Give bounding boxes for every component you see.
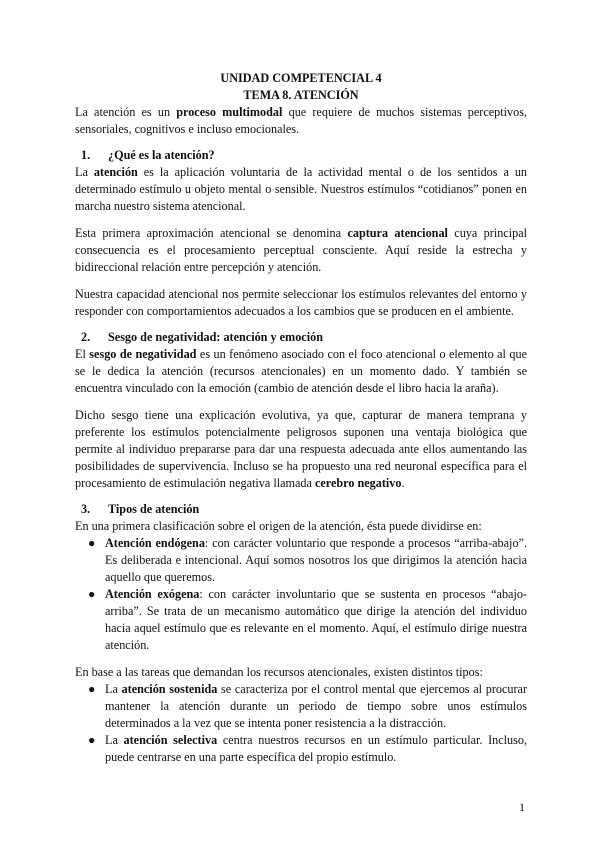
section-1-paragraph-1: La atención es la aplicación voluntaria de la actividad mental o de los sentidos a un determinado estímulo u objeto mental o sensible. Nuestros estímulos “cotidianos” ponen en marcha nuestro sistema atencional. bbox=[75, 165, 528, 213]
list-item: ● La atención sostenida se caracteriza por el control mental que ejercemos al procurar mantener la atención durante un periodo de tiempo sobre unos estímulos determinados a la vez que se intenta poner resistencia a la distracción. bbox=[88, 682, 528, 730]
list-item: ● La atención selectiva centra nuestros recursos en un estímulo particular. Incluso, puede centrarse en una parte específica del propio estímulo. bbox=[88, 733, 528, 764]
section-3-number: 3. bbox=[81, 502, 91, 516]
section-2-paragraph-2: Dicho sesgo tiene una explicación evolutiva, ya que, capturar de manera temprana y preferente los estímulos potencialmente peligrosos suponen una ventaja biológica que permite al individuo prepararse para dar una respuesta adecuada ante ellos aumentando las posibilidades de supervivencia. Incluso se ha propuesto una red neuronal específica para el procesamiento de estimulación negativa llamada cerebro negativo. bbox=[75, 408, 527, 490]
section-2-paragraph-1: El sesgo de negatividad es un fenómeno asociado con el foco atencional o elemento al que se le dedica la atención (recursos atencionales) en un momento dado. Y también se encuentra vinculado con la emoción (cambio de atención desde el libro hacia la araña). bbox=[75, 347, 527, 395]
section-1-title: ¿Qué es la atención? bbox=[108, 148, 215, 162]
section-3-intro-2: En base a las tareas que demandan los recursos atencionales, existen distintos tipos: bbox=[75, 665, 483, 679]
bullet-icon: ● bbox=[88, 733, 96, 747]
topic-title: TEMA 8. ATENCIÓN bbox=[243, 88, 359, 102]
task-types-list bbox=[75, 681, 527, 766]
page-number: 1 bbox=[519, 800, 525, 814]
unit-title: UNIDAD COMPETENCIAL 4 bbox=[220, 71, 382, 85]
section-3-intro: En una primera clasificación sobre el origen de la atención, ésta puede dividirse en: bbox=[75, 519, 482, 533]
section-1-heading bbox=[75, 147, 527, 164]
section-1-paragraph-2: Esta primera aproximación atencional se denomina captura atencional cuya principal consecuencia es el procesamiento perceptual consciente. Aquí reside la estrecha y bidireccional relación entre percepción y atención. bbox=[75, 226, 527, 274]
section-3-heading bbox=[75, 501, 527, 518]
section-3-title: Tipos de atención bbox=[108, 502, 200, 516]
bullet-icon: ● bbox=[88, 536, 96, 550]
bullet-icon: ● bbox=[88, 587, 96, 601]
section-1-paragraph-3: Nuestra capacidad atencional nos permite seleccionar los estímulos relevantes del entorno y responder con comportamientos adecuados a los cambios que se producen en el ambiente. bbox=[75, 287, 527, 318]
document-body bbox=[75, 70, 527, 766]
section-2-title: Sesgo de negatividad: atención y emoción bbox=[108, 330, 323, 344]
section-2-number: 2. bbox=[81, 330, 91, 344]
section-1-number: 1. bbox=[81, 148, 91, 162]
section-2-heading bbox=[75, 329, 527, 346]
list-item: ● Atención endógena: con carácter voluntario que responde a procesos “arriba-abajo”. Es deliberada e intencional. Aquí somos nosotros los que dirigimos la atención hacia aquello que queremos. bbox=[88, 536, 527, 584]
list-item: ● Atención exógena: con carácter involuntario que se sustenta en procesos “abajo-arriba”. Se trata de un mecanismo automático que dirige la atención del individuo hacia aquel estímulo que es relevante en el momento. Aquí, el estímulo dirige nuestra atención. bbox=[88, 587, 527, 652]
bullet-icon: ● bbox=[88, 682, 96, 696]
origin-list bbox=[75, 535, 527, 654]
intro-paragraph: La atención es un proceso multimodal que requiere de muchos sistemas perceptivos, sensoriales, cognitivos e incluso emocionales. bbox=[75, 105, 527, 136]
